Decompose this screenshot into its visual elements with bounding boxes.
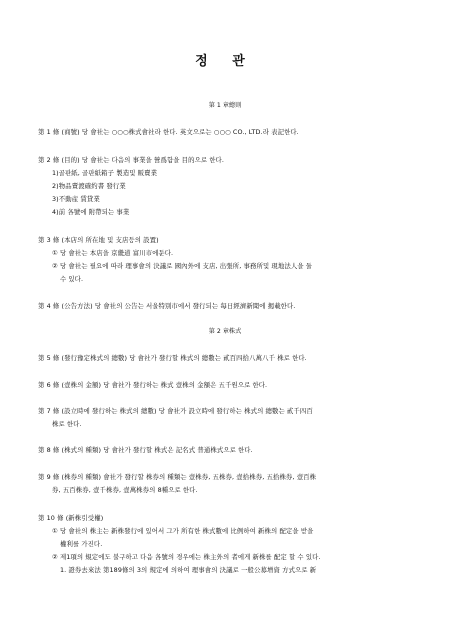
article-3-clause-1: ① 당 會社는 本店을 京畿道 富川市에둔다. [52, 249, 174, 257]
article-10-clause-1: ① 당 會社의 株主는 新株發行에 있어서 그가 所有한 株式數에 比例하여 新株의 配定을 받을 [52, 527, 314, 535]
article-7: 第 7 條 (設立時에 發行하는 株式의 總數) 당 會社가 設立時에 發行하는 株式의 總數는 貳千四百 [38, 407, 313, 415]
article-2-item: 1)골판紙, 골판紙箱子 製造및 販賣業 [52, 169, 158, 177]
article-10-clause-1-cont: 權利를 가진다. [60, 540, 103, 548]
article-10-heading: 第 10 條 (新株引受權) [38, 514, 104, 522]
article-3-clause-2: ② 당 會社는 필요에 따라 理事會의 決議로 國內外에 支店, 出張所, 事務所및 現地法人을 둘 [52, 262, 313, 270]
article-2-item: 4)前 各號에 附帶되는 事業 [52, 208, 130, 216]
chapter-heading: 第 2 章株式 [208, 328, 242, 335]
article-3-clause-2-cont: 수 있다. [60, 275, 84, 283]
article-10-clause-2: ② 제1項의 規定에도 불구하고 다음 各號의 경우에는 株主外의 者에게 新株를 配定 할 수 있다. [52, 553, 321, 561]
article-5: 第 5 條 (發行豫定株式의 總數) 당 會社가 發行할 株式의 總數는 貳百四拾八萬八千 株로 한다. [38, 354, 307, 362]
article-9-cont: 券, 五百株券, 壹千株券, 壹萬株券의 8種으로 한다. [52, 486, 198, 494]
article-8: 第 8 條 (株式의 種類) 당 會社가 發行할 株式은 記名式 普通株式으로 한다. [38, 446, 253, 454]
article-1: 第 1 條 (商號) 당 會社는 ○○○株式會社라 한다. 英文으로는 ○○○ CO., LTD.라 表記한다. [38, 128, 299, 136]
article-10-clause-2-item: 1. 證券去來法 第189條의 3의 規定에 의하여 理事會의 決議로 一般公募增資 方式으로 新 [60, 566, 317, 574]
article-6: 第 6 條 (壹株의 金額) 당 會社가 發行하는 株式 壹株의 金額은 五千원으로 한다. [38, 381, 268, 389]
article-2-heading: 第 2 條 (目的) 당 會社는 다음의 事業을 營爲함을 目的으로 한다. [38, 156, 224, 164]
article-9: 第 9 條 (株券의 種類) 會社가 發行할 株券의 種類는 壹株券, 五株券, 壹拾株券, 五拾株券, 壹百株 [38, 473, 317, 481]
article-2-item: 3)不動産 賃貸業 [52, 195, 100, 203]
chapter-heading: 第 1 章總則 [208, 102, 242, 109]
article-7-cont: 株로 한다. [52, 420, 82, 428]
article-2-item: 2)物品賣渡確約書 發行業 [52, 182, 126, 190]
document-title: 정 관 [195, 54, 255, 69]
article-4: 第 4 條 (公告方法) 당 會社의 公告는 서울特別市에서 發行되는 每日經濟新聞에 揭載한다. [38, 302, 296, 310]
article-3-heading: 第 3 條 (本店의 所在地 및 支店등의 設置) [38, 236, 159, 244]
